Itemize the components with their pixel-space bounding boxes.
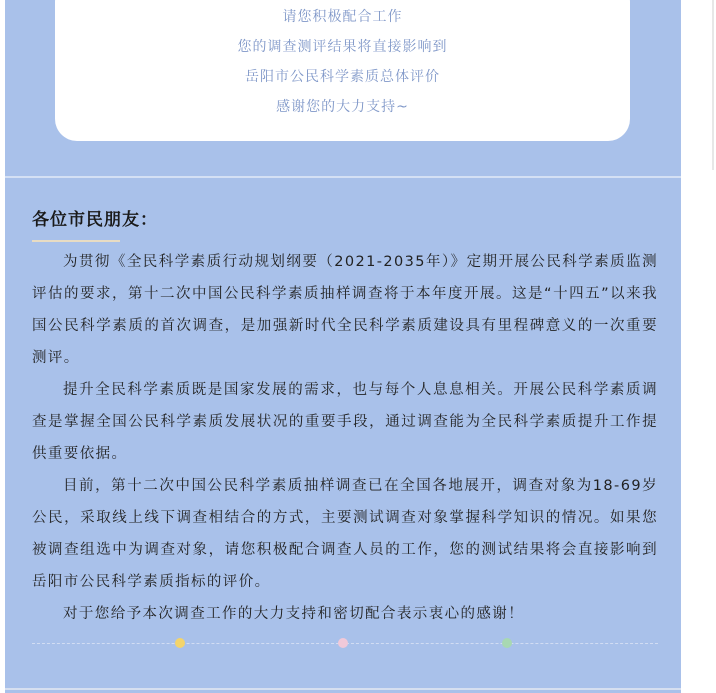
card-line: 您的调查测评结果将直接影响到 <box>237 39 448 55</box>
green-dot <box>502 638 512 648</box>
paragraph: 目前，第十二次中国公民科学素质抽样调查已在全国各地展开，调查对象为18-69岁公民，采取线上线下调查相结合的方式，主要测试调查对象掌握科学知识的情况。如果您被调查组选中为调查对象，请您积极配合调查人员的工作，您的测试结果将会直接影响到岳阳市公民科学素质指标的评价。 <box>32 478 658 590</box>
card-line: 岳阳市公民科学素质总体评价 <box>245 69 440 85</box>
card-line: 请您积极配合工作 <box>282 9 403 25</box>
notice-card <box>55 0 630 141</box>
paragraph: 提升全民科学素质既是国家发展的需求，也与每个人息息相关。开展公民科学素质调查是掌握全国公民科学素质发展状况的重要手段，通过调查能为全民科学素质提升工作提供重要依据。 <box>32 382 658 462</box>
heading-underline <box>32 240 120 242</box>
card-line: 感谢您的大力支持~ <box>276 99 409 115</box>
letter-section <box>32 205 658 630</box>
letter-heading: 各位市民朋友： <box>32 210 158 230</box>
right-edge-bar <box>712 0 714 170</box>
paragraph: 为贯彻《全民科学素质行动规划纲要（2021-2035年）》定期开展公民科学素质监测评估的要求，第十二次中国公民科学素质抽样调查将于本年度开展。这是“十四五”以来我国公民科学素质的首次调查，是加强新时代全民科学素质建设具有里程碑意义的一次重要测评。 <box>32 254 658 366</box>
pink-dot <box>338 638 348 648</box>
bottom-divider <box>5 688 681 690</box>
paragraph: 对于您给予本次调查工作的大力支持和密切配合表示衷心的感谢！ <box>63 606 525 622</box>
section-divider <box>5 176 681 178</box>
content-panel <box>5 0 681 693</box>
letter-body <box>32 246 658 630</box>
yellow-dot <box>175 638 185 648</box>
